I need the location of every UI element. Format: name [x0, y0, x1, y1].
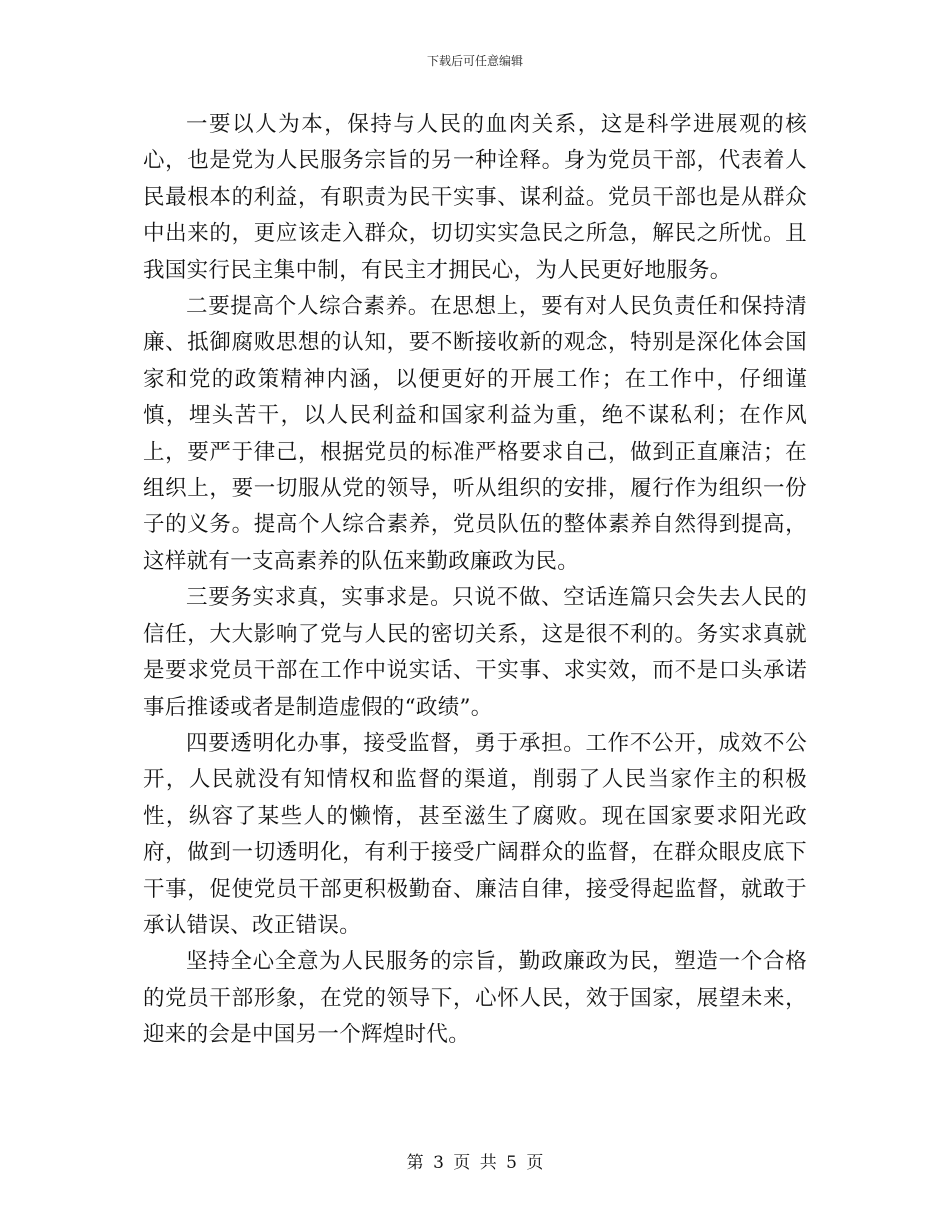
page-header: 下载后可任意编辑 — [426, 54, 523, 68]
paragraph: 一要以人为本，保持与人民的血肉关系，这是科学进展观的核心，也是党为人民服务宗旨的另一种诠释。身为党员干部，代表着人民最根本的利益，有职责为民干实事、谋利益。党员干部也是从群众中出来的，更应该走入群众，切切实实急民之所急，解民之所忧。且我国实行民主集中制，有民主才拥民心，为人民更好地服务。 — [143, 112, 807, 283]
document-body — [143, 107, 807, 1054]
paragraph: 二要提高个人综合素养。在思想上，要有对人民负责任和保持清廉、抵御腐败思想的认知，要不断接收新的观念，特别是深化体会国家和党的政策精神内涵，以便更好的开展工作；在工作中，仔细谨慎，埋头苦干，以人民利益和国家利益为重，绝不谋私利；在作风上，要严于律己，根据党员的标准严格要求自己，做到正直廉洁；在组织上，要一切服从党的领导，听从组织的安排，履行作为组织一份子的义务。提高个人综合素养，党员队伍的整体素养自然得到提高，这样就有一支高素养的队伍来勤政廉政为民。 — [143, 294, 807, 574]
paragraph: 三要务实求真，实事求是。只说不做、空话连篇只会失去人民的信任，大大影响了党与人民的密切关系，这是很不利的。务实求真就是要求党员干部在工作中说实话、干实事、求实效，而不是口头承诺事后推诿或者是制造虚假的“政绩”。 — [143, 585, 807, 720]
paragraph: 四要透明化办事，接受监督，勇于承担。工作不公开，成效不公开，人民就没有知情权和监督的渠道，削弱了人民当家作主的积极性，纵容了某些人的懒惰，甚至滋生了腐败。现在国家要求阳光政府，做到一切透明化，有利于接受广阔群众的监督，在群众眼皮底下干事，促使党员干部更积极勤奋、廉洁自律，接受得起监督，就敢于承认错误、改正错误。 — [143, 730, 807, 938]
paragraph: 坚持全心全意为人民服务的宗旨，勤政廉政为民，塑造一个合格的党员干部形象，在党的领导下，心怀人民，效于国家，展望未来，迎来的会是中国另一个辉煌时代。 — [143, 949, 807, 1048]
page-number-footer: 第 3 页 共 5 页 — [406, 1153, 544, 1173]
